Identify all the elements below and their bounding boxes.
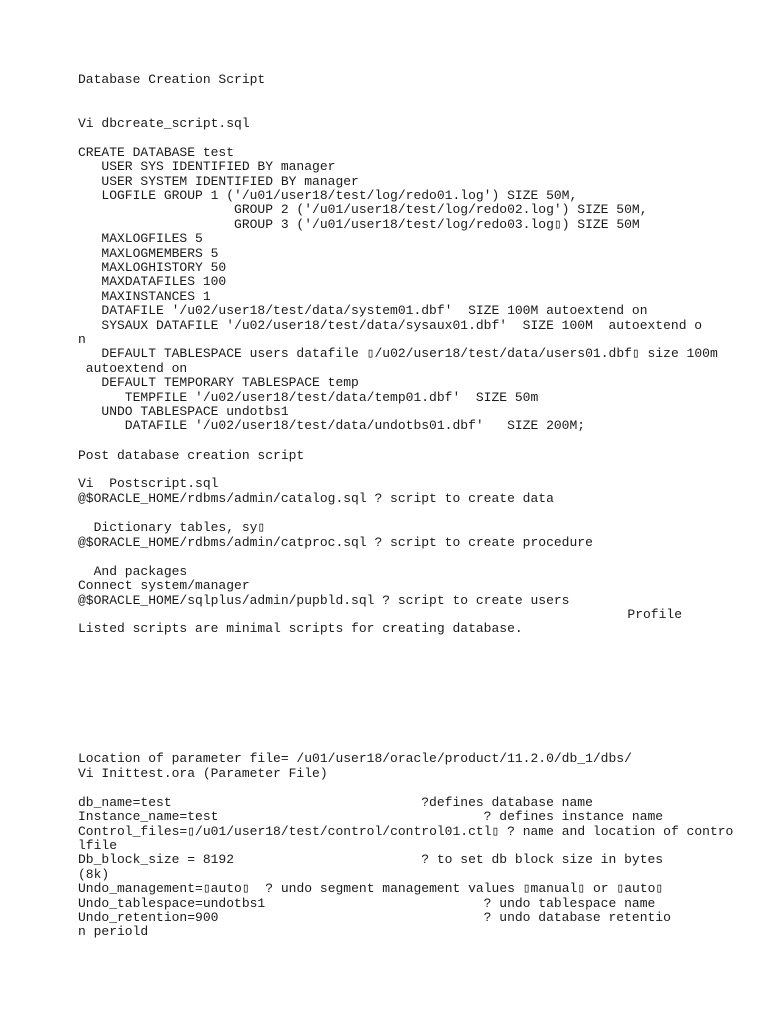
pupbld-line: @$ORACLE_HOME/sqlplus/admin/pupbld.sql ? script to create users	[78, 593, 570, 608]
create-line: DATAFILE '/u02/user18/test/data/system01.dbf' SIZE 100M autoextend on	[78, 303, 648, 318]
create-line: LOGFILE GROUP 1 ('/u01/user18/test/log/redo01.log') SIZE 50M,	[78, 188, 578, 203]
create-line: MAXDATAFILES 100	[78, 274, 227, 289]
document-title: Database Creation Script	[78, 72, 266, 87]
create-line: SYSAUX DATAFILE '/u02/user18/test/data/sysaux01.dbf' SIZE 100M autoextend o	[78, 318, 703, 333]
post-script-heading: Post database creation script	[78, 448, 305, 463]
create-line: CREATE DATABASE test	[78, 145, 235, 160]
scripts-note: Listed scripts are minimal scripts for creating database.	[78, 621, 523, 636]
post-vi-command: Vi Postscript.sql	[78, 476, 219, 491]
create-line: DEFAULT TEMPORARY TABLESPACE temp	[78, 375, 359, 390]
create-line: autoextend on	[78, 361, 188, 376]
create-vi-command: Vi dbcreate_script.sql	[78, 116, 250, 131]
parameter-line: Db_block_size = 8192 ? to set db block size in bytes	[78, 852, 664, 867]
create-line: USER SYSTEM IDENTIFIED BY manager	[78, 174, 359, 189]
create-line: n	[78, 332, 86, 347]
create-line: MAXLOGMEMBERS 5	[78, 246, 219, 261]
create-line: DATAFILE '/u02/user18/test/data/undotbs01.dbf' SIZE 200M;	[78, 418, 586, 433]
create-line: DEFAULT TABLESPACE users datafile ▯/u02/user18/test/data/users01.dbf▯ size 100m	[78, 346, 718, 361]
catalog-line: @$ORACLE_HOME/rdbms/admin/catalog.sql ? script to create data	[78, 491, 554, 506]
catproc-continuation: And packages	[78, 564, 188, 579]
parameter-line: Instance_name=test ? defines instance name	[78, 809, 664, 824]
parameter-line: db_name=test ?defines database name	[78, 795, 593, 810]
parameter-line: Undo_retention=900 ? undo database retentio	[78, 910, 671, 925]
create-line: MAXLOGHISTORY 50	[78, 260, 227, 275]
create-line: USER SYS IDENTIFIED BY manager	[78, 159, 336, 174]
create-line: MAXLOGFILES 5	[78, 231, 203, 246]
catproc-line: @$ORACLE_HOME/rdbms/admin/catproc.sql ? script to create procedure	[78, 535, 593, 550]
create-line: GROUP 3 ('/u01/user18/test/log/redo03.log▯) SIZE 50M	[78, 217, 640, 232]
create-line: MAXINSTANCES 1	[78, 289, 211, 304]
parameter-vi-command: Vi Inittest.ora (Parameter File)	[78, 766, 328, 781]
catalog-continuation: Dictionary tables, sy▯	[78, 520, 266, 535]
create-line: GROUP 2 ('/u01/user18/test/log/redo02.log') SIZE 50M,	[78, 202, 648, 217]
parameter-line: lfile	[78, 838, 118, 853]
pupbld-continuation: Profile	[627, 607, 682, 622]
parameter-line: (8k)	[78, 867, 110, 882]
parameter-line: Undo_management=▯auto▯ ? undo segment management values ▯manual▯ or ▯auto▯	[78, 881, 664, 896]
connect-line: Connect system/manager	[78, 578, 250, 593]
parameter-line: Control_files=▯/u01/user18/test/control/control01.ctl▯ ? name and location of contro	[78, 824, 734, 839]
parameter-line: n periold	[78, 924, 149, 939]
parameter-line: Undo_tablespace=undotbs1 ? undo tablespace name	[78, 896, 656, 911]
create-line: UNDO TABLESPACE undotbs1	[78, 404, 289, 419]
create-line: TEMPFILE '/u02/user18/test/data/temp01.dbf' SIZE 50m	[78, 390, 539, 405]
parameter-file-location: Location of parameter file= /u01/user18/oracle/product/11.2.0/db_1/dbs/	[78, 751, 632, 766]
